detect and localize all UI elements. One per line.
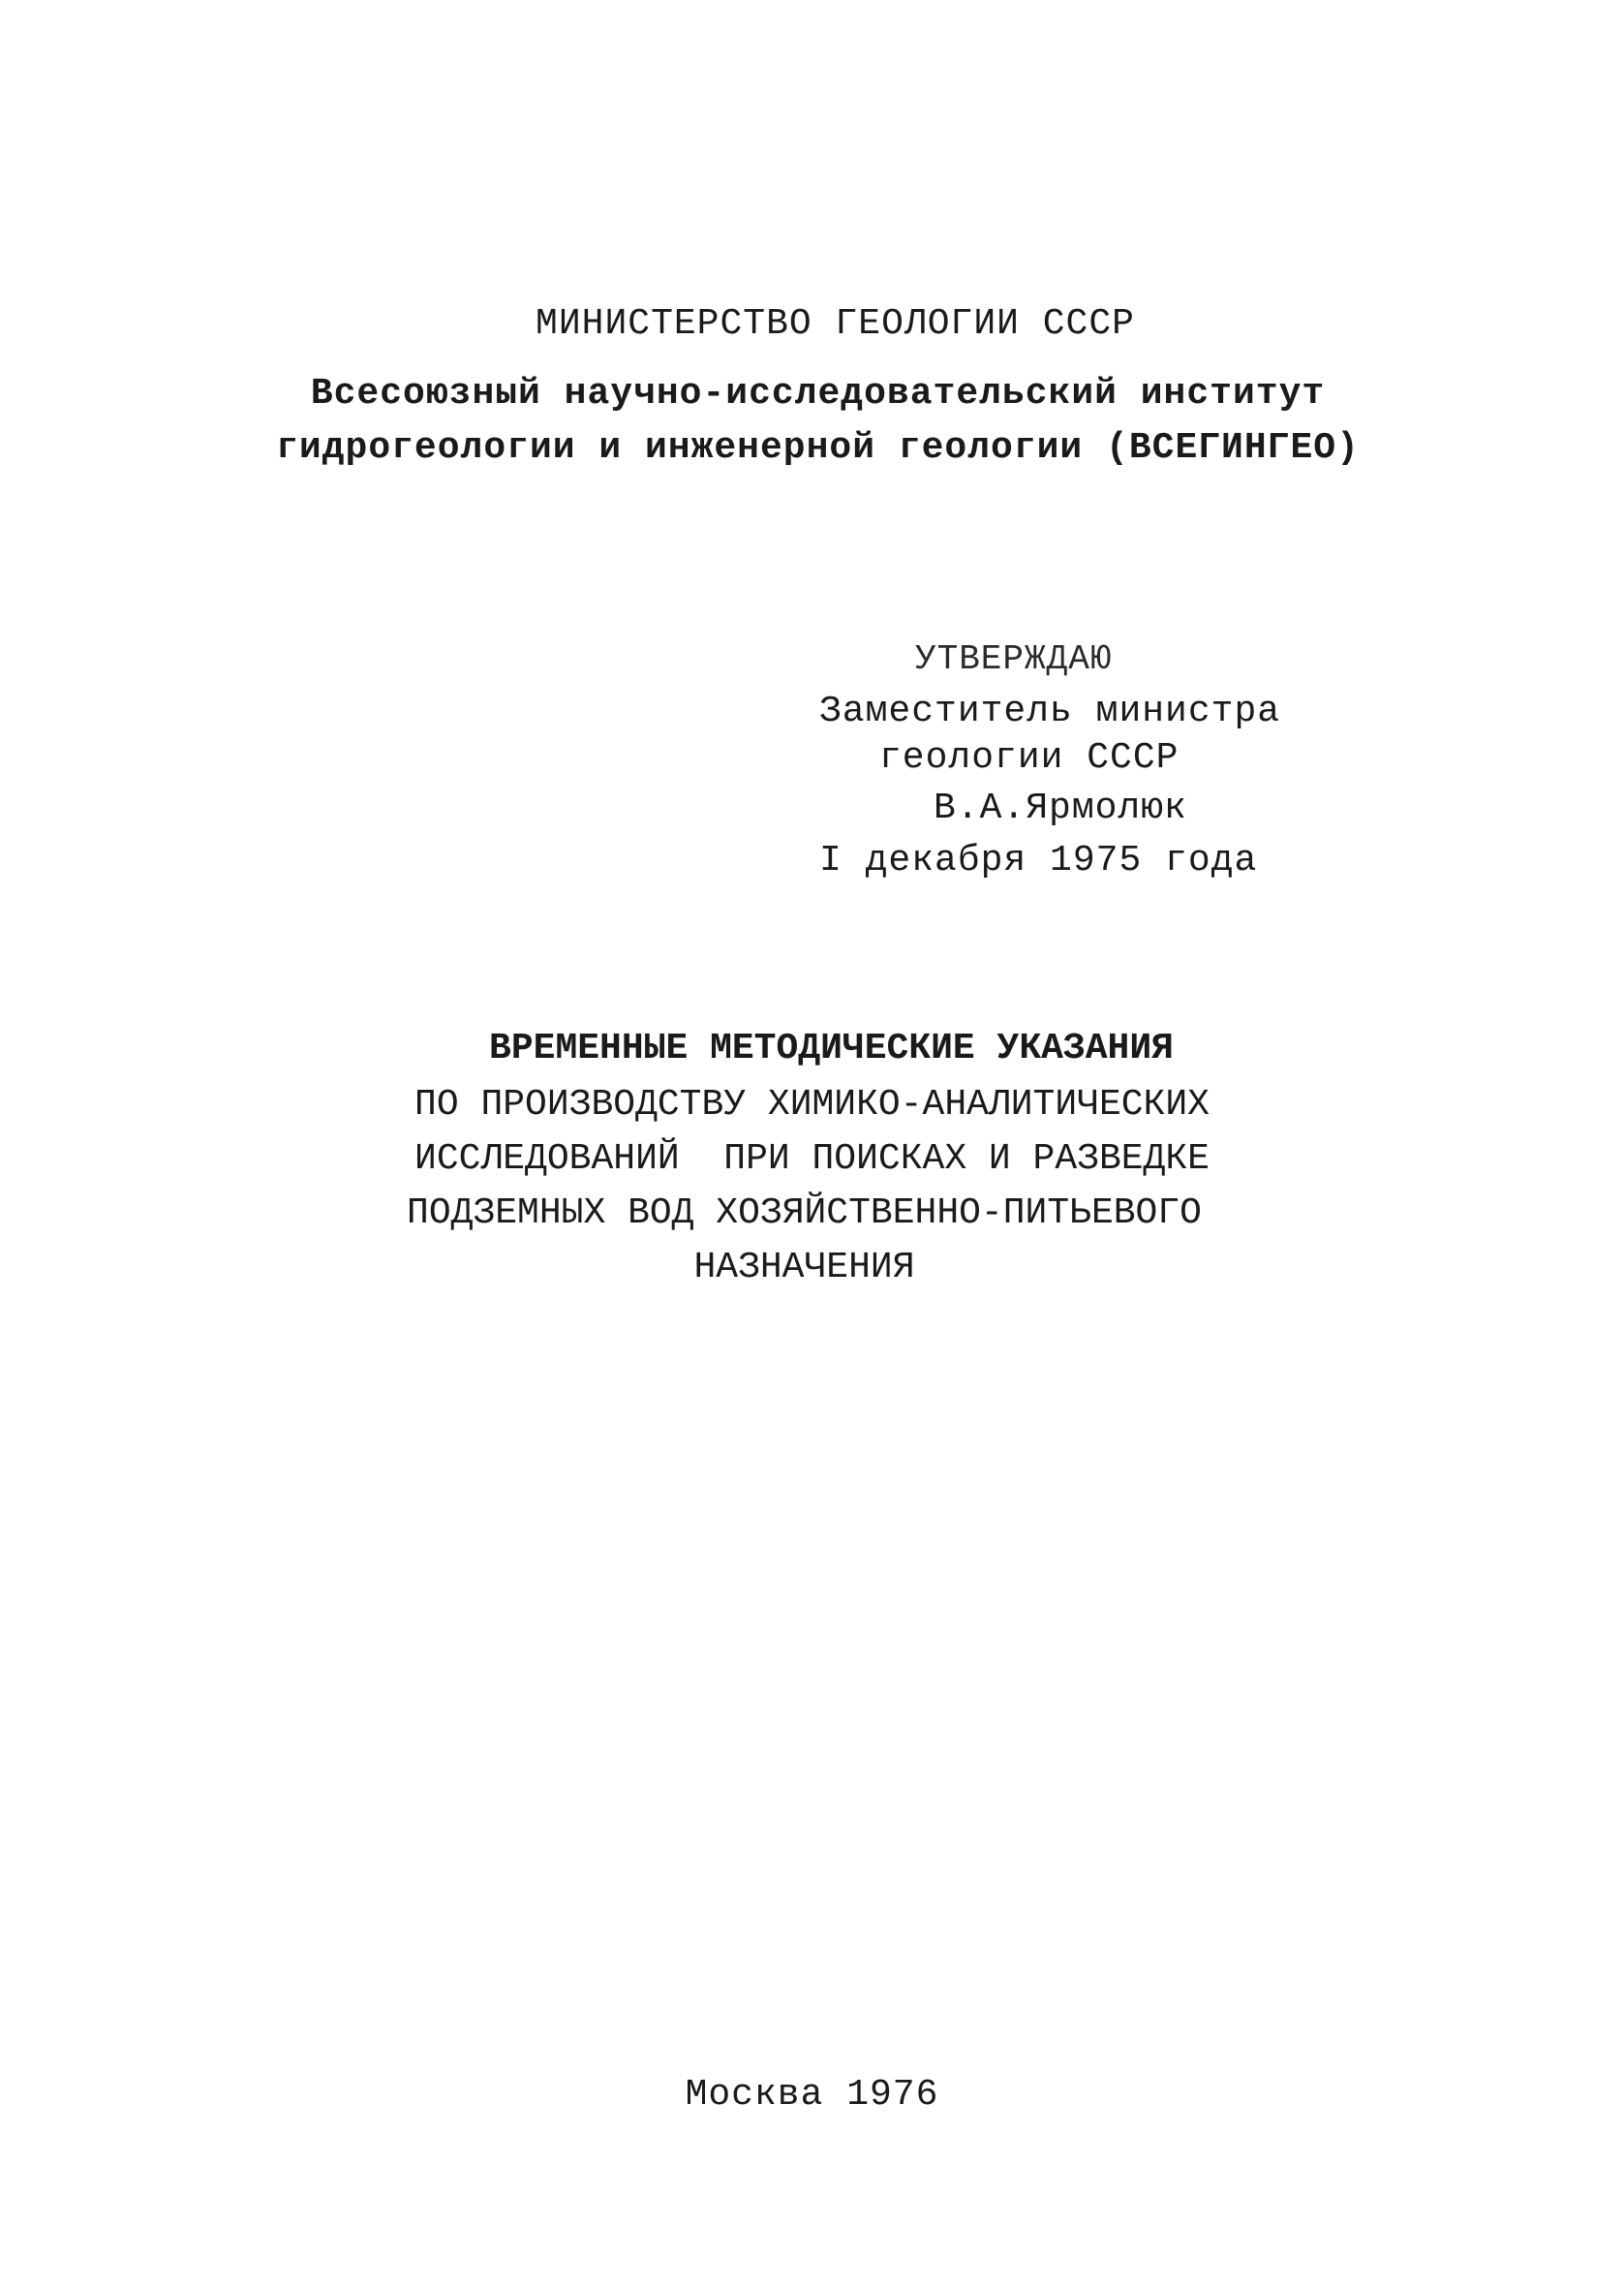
institute-name-line-2: гидрогеологии и инженерной геологии (ВСЕГИНГЕО) — [276, 427, 1360, 469]
ministry-name: МИНИСТЕРСТВО ГЕОЛОГИИ СССР — [536, 303, 1135, 345]
approver-name: В.А.Ярмолюк — [934, 788, 1187, 829]
title-line-1: ВРЕМЕННЫЕ МЕТОДИЧЕСКИЕ УКАЗАНИЯ — [489, 1028, 1174, 1069]
title-line-3: ИССЛЕДОВАНИЙ ПРИ ПОИСКАХ И РАЗВЕДКЕ — [414, 1138, 1210, 1180]
approval-date: I декабря 1975 года — [819, 840, 1258, 882]
approver-position: Заместитель министра — [819, 691, 1281, 732]
title-line-2: ПО ПРОИЗВОДСТВУ ХИМИКО-АНАЛИТИЧЕСКИХ — [414, 1084, 1210, 1126]
city-and-year: Москва 1976 — [685, 2074, 939, 2116]
approver-organization: геологии СССР — [879, 737, 1180, 779]
institute-name-line-1: Всесоюзный научно-исследовательский институт — [310, 373, 1326, 415]
title-line-4: ПОДЗЕМНЫХ ВОД ХОЗЯЙСТВЕННО-ПИТЬЕВОГО — [407, 1192, 1202, 1234]
title-line-5: НАЗНАЧЕНИЯ — [693, 1247, 915, 1288]
approval-heading: УТВЕРЖДАЮ — [915, 639, 1113, 679]
